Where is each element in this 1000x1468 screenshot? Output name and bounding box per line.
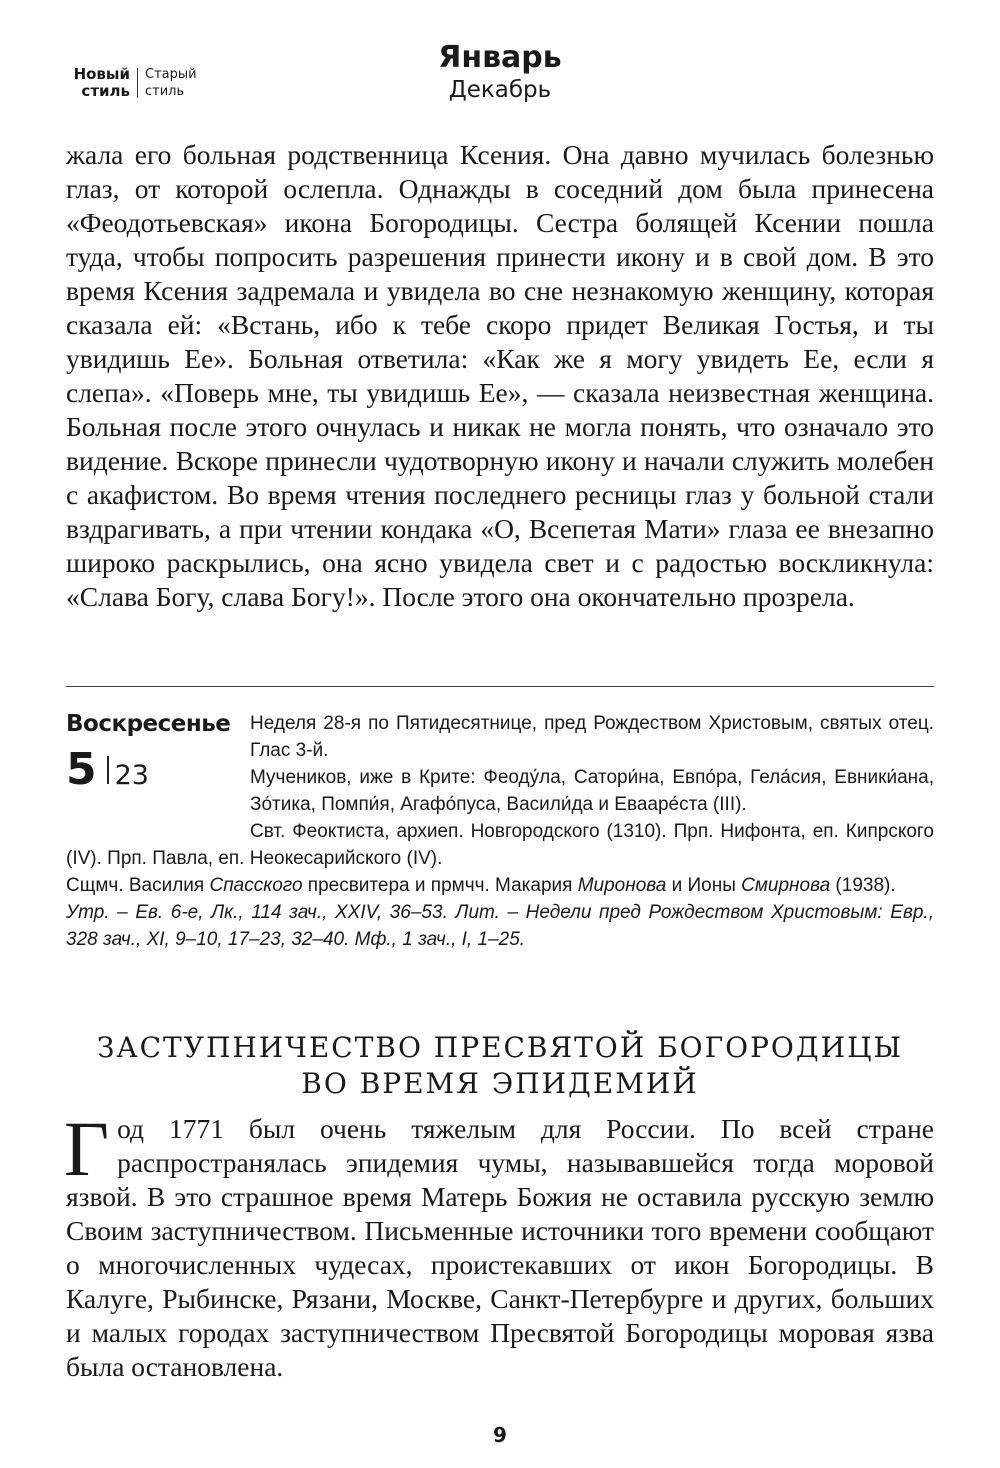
new-martyrs-text: Сщмч. Василия <box>66 875 210 896</box>
surname-1: Спасского <box>209 875 303 896</box>
surname-2: Миронова <box>577 875 667 896</box>
new-martyrs-line <box>66 872 934 899</box>
divider-line <box>66 686 934 687</box>
section-title <box>66 1030 934 1102</box>
section-paragraph <box>64 1105 934 1384</box>
section-title-line-1: ЗАСТУПНИЧЕСТВО ПРЕСВЯТОЙ БОГОРОДИЦЫ <box>96 1031 904 1064</box>
day-entry <box>66 710 934 953</box>
month-new-style: Январь <box>438 40 562 75</box>
day-heading <box>66 710 250 820</box>
surname-3: Смирнова <box>741 875 831 896</box>
martyrs-line: Мучеников, иже в Крите: Феоду́ла, Сатори́на, Евпо́ра, Гела́сия, Евники́ана, Зо́тика, Помпи́я, Агафо́пуса, Васили́да и Евааре́ста (III). <box>250 767 934 815</box>
new-martyrs-text: и Ионы <box>666 875 742 896</box>
scripture-readings: Утр. – Ев. 6-е, Лк., 114 зач., XXIV, 36–53. Лит. – Недели пред Рождеством Христовым: Евр., 328 зач., XI, 9–10, 17–23, 32–40. Мф., 1 зач., I, 1–25. <box>66 902 934 950</box>
date-new-style: 5 <box>66 744 97 795</box>
page-header <box>0 0 1000 110</box>
new-martyrs-text: пресвитера и прмчч. Макария <box>302 875 578 896</box>
feast-line: Неделя 28-я по Пятидесятнице, пред Рождеством Христовым, святых отец. Глас 3-й. <box>250 713 934 761</box>
page-number: 9 <box>493 1423 507 1447</box>
date-old-style: 23 <box>114 760 149 791</box>
old-style-label: Старый стиль <box>145 67 197 99</box>
new-style-label: Новый стиль <box>73 65 130 100</box>
new-martyrs-text: (1938). <box>830 875 896 896</box>
month-old-style: Декабрь <box>448 77 552 103</box>
story-paragraph: жала его больная родственница Ксения. Она давно мучилась болезнью глаз, от которой ослепла. Однажды в соседний дом была принесена «Феодотьевская» икона Богородицы. Сестра болящей Ксении пошла туда, чтобы попросить разрешения принести икону и в свой дом. В это время Ксения задремала и увидела во сне незнакомую женщину, которая сказала ей: «Встань, ибо к тебе скоро придет Великая Гостья, и ты увидишь Ее». Больная ответила: «Как же я могу увидеть Ее, если я слепа». «Поверь мне, ты увидишь Ее», — сказала неизвестная женщина. Больная после этого очнулась и никак не могла понять, что означало это видение. Вскоре принесли чудотворную икону и начали служить молебен с акафистом. Во время чтения последнего ресницы глаз у больной стали вздрагивать, а при чтении кондака «О, Всепетая Мати» глаза ее внезапно широко раскрылись, она ясно увидела свет и с радостью воскликнула: «Слава Богу, слава Богу!». После этого она окончательно прозрела. <box>66 139 934 612</box>
weekday: Воскресенье <box>66 711 231 737</box>
section-title-line-2: ВО ВРЕМЯ ЭПИДЕМИЙ <box>301 1067 699 1100</box>
month-heading <box>0 40 1000 104</box>
day-date <box>66 744 250 795</box>
date-separator <box>107 756 109 784</box>
saints-line: Свт. Феоктиста, архиеп. Новгородского (1310). Прп. Нифонта, еп. Кипрского (IV). Прп. Павла, еп. Неокесарийского (IV). <box>66 821 934 869</box>
drop-cap: Г <box>64 1105 110 1192</box>
section-paragraph-text: од 1771 был очень тяжелым для России. По всей стране распространялась эпидемия чумы, называвшейся тогда моровой язвой. В это страшное время Матерь Божия не оставила русскую землю Своим заступничеством. Письменные источники того времени сообщают о многочисленных чудесах, проистекавших от икон Богородицы. В Калуге, Рыбинске, Рязани, Москве, Санкт-Петербурге и других, больших и малых городах заступничеством Пресвятой Богородицы моровая язва была остановлена. <box>66 1113 934 1382</box>
